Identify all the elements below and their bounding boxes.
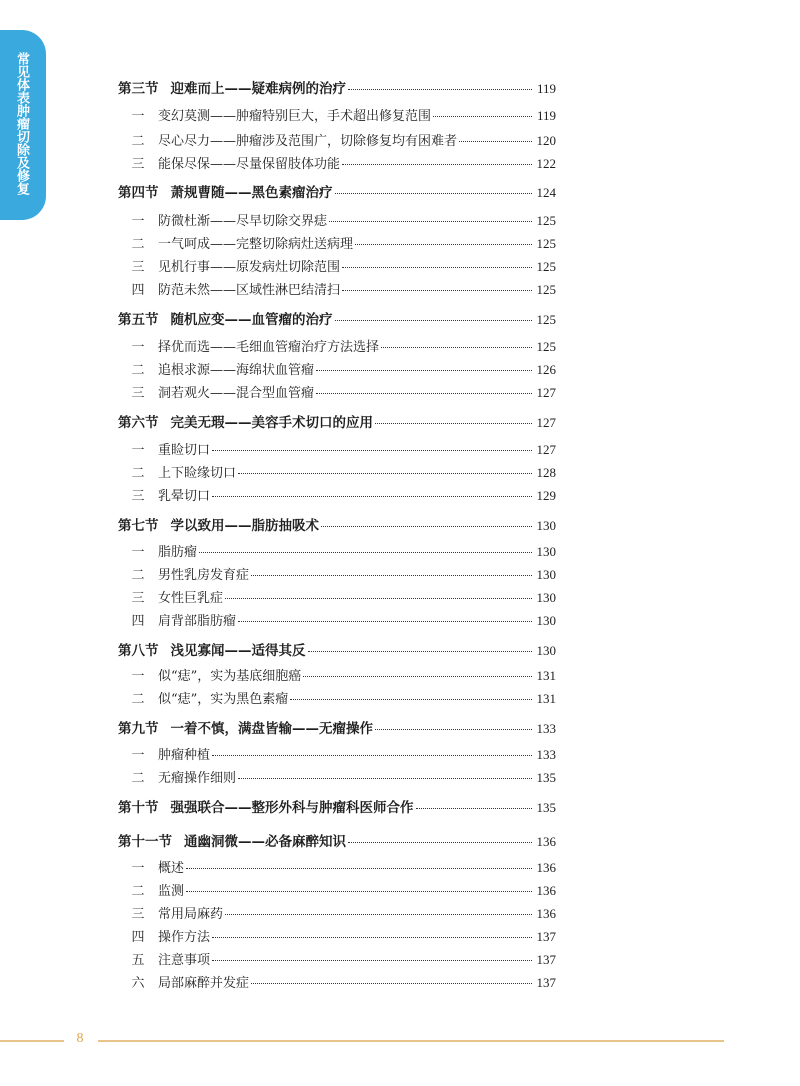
page-reference: 137: [536, 929, 556, 944]
dot-leader: [416, 808, 533, 809]
dot-leader: [290, 699, 532, 700]
item-title: 追根求源——海绵状血管瘤: [158, 363, 315, 378]
page-reference: 125: [536, 259, 556, 274]
item-title: 常用局麻药: [158, 907, 224, 922]
toc-item-row: [118, 688, 556, 710]
item-title: 防微杜渐——尽早切除交界痣: [158, 214, 328, 229]
item-title: 洞若观火——混合型血管瘤: [158, 386, 315, 401]
page-reference: 135: [536, 770, 556, 785]
dot-leader: [342, 267, 532, 268]
item-title: 监测: [158, 884, 185, 899]
item-title: 尽心尽力——肿瘤涉及范围广，切除修复均有困难者: [158, 134, 458, 149]
section-number: 第七节: [118, 518, 159, 534]
page-reference: 129: [536, 488, 556, 503]
item-number: 一: [131, 214, 145, 229]
section-number: 第十节: [118, 800, 159, 816]
toc-item-row: [118, 462, 556, 484]
item-number: 二: [131, 363, 145, 378]
page-reference: 130: [536, 544, 556, 559]
page-reference: 130: [536, 590, 556, 605]
section-number: 第四节: [118, 185, 159, 201]
dot-leader: [186, 891, 532, 892]
item-number: 三: [131, 489, 145, 504]
page-reference: 124: [536, 185, 556, 200]
section-title: 萧规曹随——黑色素瘤治疗: [170, 185, 333, 201]
dot-leader: [329, 221, 532, 222]
item-number: 二: [131, 884, 145, 899]
page-reference: 122: [536, 156, 556, 171]
item-number: 二: [131, 771, 145, 786]
page-reference: 125: [536, 339, 556, 354]
dot-leader: [212, 496, 532, 497]
page-reference: 127: [536, 415, 556, 430]
dot-leader: [199, 552, 532, 553]
item-number: 三: [131, 907, 145, 922]
item-number: 三: [131, 386, 145, 401]
toc-item-row: [118, 279, 556, 301]
item-title: 女性巨乳症: [158, 591, 224, 606]
section-title: 浅见寡闻——适得其反: [170, 643, 306, 659]
section-number: 第三节: [118, 81, 159, 97]
item-title: 概述: [158, 861, 185, 876]
item-title: 见机行事——原发病灶切除范围: [158, 260, 341, 275]
toc-item-row: [118, 130, 556, 152]
section-title: 迎难而上——疑难病例的治疗: [170, 81, 346, 97]
dot-leader: [342, 164, 532, 165]
item-title: 重睑切口: [158, 443, 211, 458]
page-reference: 133: [536, 721, 556, 736]
toc-section-row: [118, 181, 556, 203]
section-title: 通幽洞微——必备麻醉知识: [184, 834, 346, 850]
toc-item-row: [118, 926, 556, 948]
toc-item-row: [118, 439, 556, 461]
toc-section-row: [118, 411, 556, 433]
toc-section-row: [118, 308, 556, 330]
item-number: 二: [131, 134, 145, 149]
dot-leader: [335, 193, 533, 194]
page-reference: 127: [536, 442, 556, 457]
side-tab-title: 常见体表肿瘤切除及修复: [14, 52, 29, 195]
item-number: 二: [131, 568, 145, 583]
toc-item-row: [118, 903, 556, 925]
toc-item-row: [118, 767, 556, 789]
footer-rule-right: [98, 1040, 724, 1042]
dot-leader: [238, 778, 532, 779]
toc-item-row: [118, 541, 556, 563]
section-title: 强强联合——整形外科与肿瘤科医师合作: [170, 800, 414, 816]
section-title: 完美无瑕——美容手术切口的应用: [170, 415, 373, 431]
dot-leader: [225, 914, 532, 915]
toc-section-row: [118, 639, 556, 661]
item-number: 一: [131, 748, 145, 763]
dot-leader: [212, 960, 532, 961]
item-title: 择优而选——毛细血管瘤治疗方法选择: [158, 340, 380, 355]
dot-leader: [321, 526, 532, 527]
page-reference: 137: [536, 975, 556, 990]
item-number: 五: [131, 953, 145, 968]
page-reference: 133: [536, 747, 556, 762]
toc-item-row: [118, 587, 556, 609]
dot-leader: [212, 450, 532, 451]
item-title: 变幻莫测——肿瘤特别巨大，手术超出修复范围: [158, 109, 432, 124]
page-reference: 120: [536, 133, 556, 148]
page-reference: 130: [536, 643, 556, 658]
page-reference: 119: [536, 81, 556, 96]
toc-section-row: [118, 830, 556, 852]
page-reference: 125: [536, 312, 556, 327]
item-title: 一气呵成——完整切除病灶送病理: [158, 237, 354, 252]
page-reference: 130: [536, 613, 556, 628]
page-reference: 126: [536, 362, 556, 377]
section-number: 第六节: [118, 415, 159, 431]
item-title: 无瘤操作细则: [158, 771, 237, 786]
section-title: 随机应变——血管瘤的治疗: [170, 312, 333, 328]
page-reference: 128: [536, 465, 556, 480]
page-reference: 136: [536, 906, 556, 921]
item-title: 男性乳房发育症: [158, 568, 250, 583]
page-reference: 131: [536, 691, 556, 706]
item-number: 四: [131, 283, 145, 298]
dot-leader: [433, 116, 532, 117]
item-number: 二: [131, 237, 145, 252]
page-reference: 135: [536, 800, 556, 815]
toc-section-row: [118, 77, 556, 99]
toc-item-row: [118, 564, 556, 586]
page-reference: 119: [536, 108, 556, 123]
toc-item-row: [118, 382, 556, 404]
item-number: 六: [131, 976, 145, 991]
dot-leader: [238, 621, 532, 622]
dot-leader: [335, 320, 533, 321]
toc-item-row: [118, 336, 556, 358]
toc-item-row: [118, 665, 556, 687]
toc-item-row: [118, 485, 556, 507]
item-title: 操作方法: [158, 930, 211, 945]
item-title: 能保尽保——尽量保留肢体功能: [158, 157, 341, 172]
toc-item-row: [118, 610, 556, 632]
dot-leader: [225, 598, 532, 599]
section-number: 第八节: [118, 643, 159, 659]
item-title: 防范未然——区域性淋巴结清扫: [158, 283, 341, 298]
item-title: 上下睑缘切口: [158, 466, 237, 481]
toc-section-row: [118, 796, 556, 818]
item-number: 三: [131, 157, 145, 172]
item-title: 肩背部脂肪瘤: [158, 614, 237, 629]
dot-leader: [459, 141, 532, 142]
section-title: 一着不慎，满盘皆输——无瘤操作: [170, 721, 373, 737]
dot-leader: [212, 755, 532, 756]
dot-leader: [251, 575, 532, 576]
toc-item-row: [118, 256, 556, 278]
toc-section-row: [118, 514, 556, 536]
dot-leader: [238, 473, 532, 474]
dot-leader: [381, 347, 532, 348]
dot-leader: [348, 89, 532, 90]
section-title: 学以致用——脂肪抽吸术: [170, 518, 319, 534]
item-title: 似“痣”，实为黑色素瘤: [158, 692, 289, 707]
dot-leader: [186, 868, 532, 869]
toc-item-row: [118, 105, 556, 127]
toc-item-row: [118, 880, 556, 902]
section-number: 第五节: [118, 312, 159, 328]
page-reference: 125: [536, 213, 556, 228]
dot-leader: [212, 937, 532, 938]
page-reference: 136: [536, 834, 556, 849]
dot-leader: [375, 729, 532, 730]
dot-leader: [355, 244, 532, 245]
toc-section-row: [118, 717, 556, 739]
toc-item-row: [118, 153, 556, 175]
footer-rule-left: [0, 1040, 64, 1042]
page-reference: 125: [536, 282, 556, 297]
dot-leader: [316, 370, 532, 371]
page-reference: 137: [536, 952, 556, 967]
item-number: 二: [131, 466, 145, 481]
dot-leader: [308, 651, 533, 652]
item-number: 一: [131, 443, 145, 458]
page-reference: 125: [536, 236, 556, 251]
item-title: 似“痣”，实为基底细胞癌: [158, 669, 302, 684]
item-number: 四: [131, 930, 145, 945]
page-reference: 127: [536, 385, 556, 400]
item-number: 三: [131, 591, 145, 606]
dot-leader: [303, 676, 532, 677]
dot-leader: [316, 393, 532, 394]
page-reference: 136: [536, 883, 556, 898]
item-number: 一: [131, 340, 145, 355]
dot-leader: [251, 983, 532, 984]
toc-item-row: [118, 857, 556, 879]
item-number: 一: [131, 669, 145, 684]
item-number: 三: [131, 260, 145, 275]
toc-item-row: [118, 359, 556, 381]
toc-item-row: [118, 233, 556, 255]
page-reference: 131: [536, 668, 556, 683]
page-reference: 136: [536, 860, 556, 875]
section-number: 第十一节: [118, 834, 172, 850]
item-title: 局部麻醉并发症: [158, 976, 250, 991]
item-number: 一: [131, 109, 145, 124]
dot-leader: [342, 290, 532, 291]
side-tab: [0, 30, 46, 220]
page-reference: 130: [536, 567, 556, 582]
page-reference: 130: [536, 518, 556, 533]
item-title: 乳晕切口: [158, 489, 211, 504]
dot-leader: [348, 842, 532, 843]
item-title: 肿瘤种植: [158, 748, 211, 763]
toc-item-row: [118, 972, 556, 994]
item-title: 注意事项: [158, 953, 211, 968]
item-number: 二: [131, 692, 145, 707]
item-title: 脂肪瘤: [158, 545, 198, 560]
dot-leader: [375, 423, 532, 424]
toc-item-row: [118, 744, 556, 766]
section-number: 第九节: [118, 721, 159, 737]
item-number: 四: [131, 614, 145, 629]
toc-item-row: [118, 949, 556, 971]
page-number: 8: [76, 1031, 84, 1046]
item-number: 一: [131, 861, 145, 876]
item-number: 一: [131, 545, 145, 560]
toc-item-row: [118, 210, 556, 232]
